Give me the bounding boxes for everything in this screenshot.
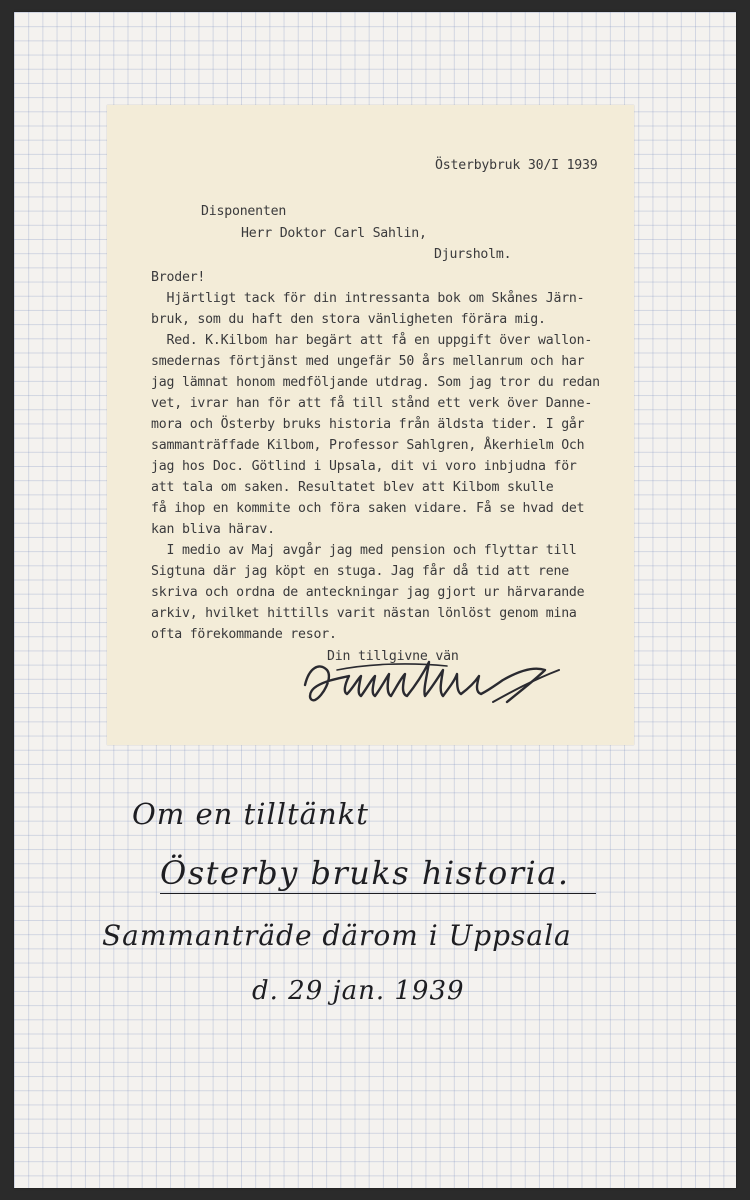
body-line: Red. K.Kilbom har begärt att få en uppgift över wallon-	[151, 333, 593, 348]
body-line: vet, ivrar han för att få till stånd ett verk över Danne-	[151, 396, 593, 411]
handwritten-signature	[297, 640, 587, 720]
recipient-name: Herr Doktor Carl Sahlin,	[241, 226, 427, 241]
body-line: jag hos Doc. Götlind i Upsala, dit vi voro inbjudna för	[151, 459, 577, 474]
body-line: kan bliva härav.	[151, 522, 275, 537]
body-line: bruk, som du haft den stora vänligheten förära mig.	[151, 312, 546, 327]
recipient-title: Disponenten	[201, 204, 287, 219]
letter-date: Österbybruk 30/I 1939	[435, 158, 598, 173]
body-line: jag lämnat honom medföljande utdrag. Som jag tror du redan	[151, 375, 600, 390]
body-line: skriva och ordna de anteckningar jag gjort ur härvarande	[151, 585, 585, 600]
note-line-1: Om en tilltänkt	[132, 797, 369, 831]
body-line: få ihop en kommite och föra saken vidare. Få se hvad det	[151, 501, 585, 516]
typed-letter	[107, 105, 634, 745]
recipient-place: Djursholm.	[434, 247, 512, 262]
body-line: I medio av Maj avgår jag med pension och flyttar till	[151, 543, 577, 558]
body-line: att tala om saken. Resultatet blev att Kilbom skulle	[151, 480, 554, 495]
note-title: Österby bruks historia.	[160, 854, 570, 892]
body-line: mora och Österby bruks historia från äldsta tider. I går	[151, 417, 585, 432]
grid-paper-sheet	[14, 12, 736, 1188]
salutation: Broder!	[151, 270, 206, 285]
note-date: d. 29 jan. 1939	[252, 976, 465, 1006]
note-line-3: Sammanträde därom i Uppsala	[102, 919, 572, 952]
body-line: Hjärtligt tack för din intressanta bok om Skånes Järn-	[151, 291, 585, 306]
body-line: smedernas förtjänst med ungefär 50 års mellanrum och har	[151, 354, 585, 369]
body-line: arkiv, hvilket hittills varit nästan lönlöst genom mina	[151, 606, 577, 621]
body-line: Sigtuna där jag köpt en stuga. Jag får då tid att rene	[151, 564, 569, 579]
note-title-underline	[160, 893, 596, 894]
closing-line: Din tillgivne vän	[327, 649, 459, 664]
body-line: sammanträffade Kilbom, Professor Sahlgren, Åkerhielm Och	[151, 438, 585, 453]
body-line: ofta förekommande resor.	[151, 627, 337, 642]
